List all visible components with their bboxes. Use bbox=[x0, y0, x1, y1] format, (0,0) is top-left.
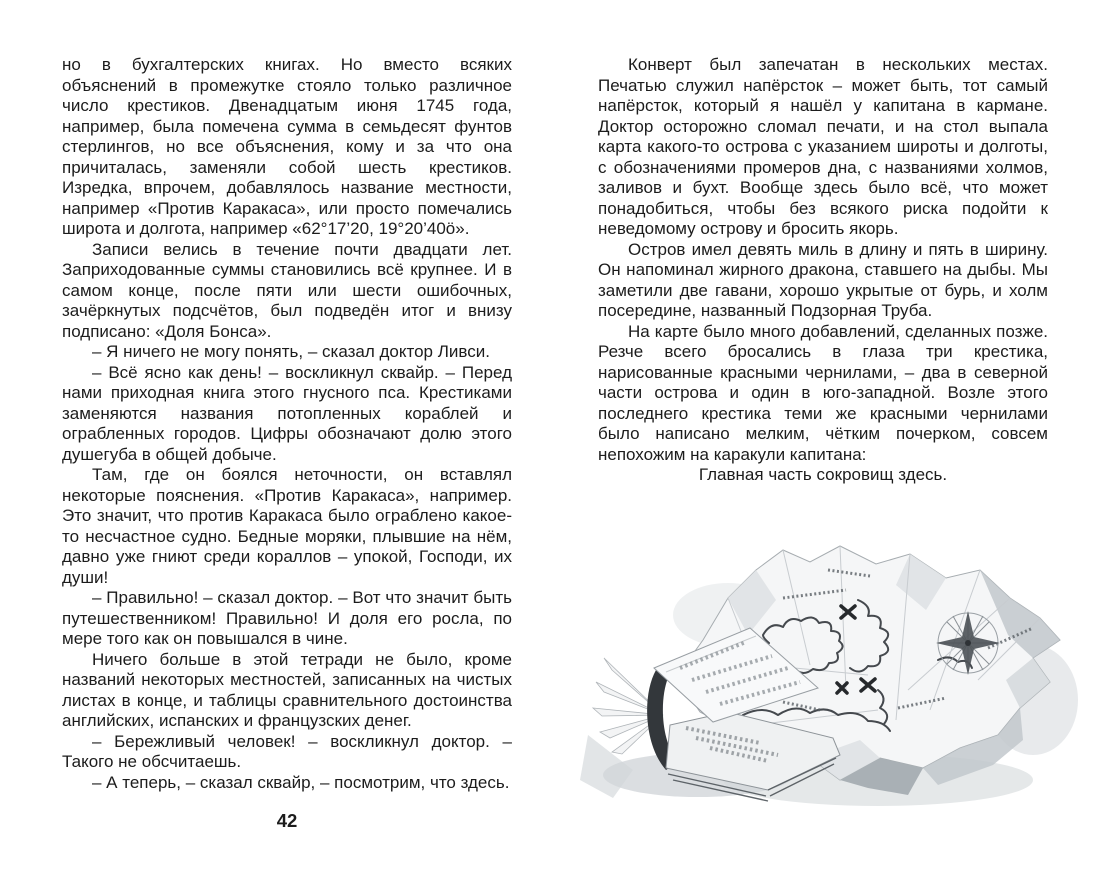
paragraph: – Бережливый человек! – воскликнул доктор. – Такого не обсчитаешь. bbox=[62, 731, 512, 771]
paragraph: – А теперь, – сказал сквайр, – посмотрим, что здесь. bbox=[92, 772, 510, 792]
paragraph: Там, где он боялся неточности, он вставлял некоторые пояснения. «Против Каракаса», например. Это значит, что против Каракаса было ограблено какое-то несчастное судно. Бедные моряки, плывшие на нём, давно уже гниют среди кораллов – упокой, Господи, их души! bbox=[62, 465, 512, 587]
paragraph: Записи велись в течение почти двадцати лет. Заприходованные суммы становились всё крупнее. И в самом конце, после пяти или шести ошибочных, зачёркнутых подсчётов, был подведён итог и внизу подписано: «Доля Бонса». bbox=[62, 239, 512, 341]
paragraph: но в бухгалтерских книгах. Но вместо всяких объяснений в промежутке стояло только различное число крестиков. Двенадцатым июня 1745 года, например, была помечена сумма в семьдесят фунтов стерлингов, но все объяснения, кому и за что она причиталась, заменяли собой шесть крестиков. Изредка, впрочем, добавлялось название местности, например «Против Каракаса», или просто помечались широта и долгота, например «62°17’20, 19°20’40ö». bbox=[62, 55, 512, 238]
paragraph: – Всё ясно как день! – воскликнул сквайр. – Перед нами приходная книга этого гнусного пса. Крестиками заменяются названия потопленных кораблей и ограбленных городов. Цифры обозначают долю этого душегуба в общей добыче. bbox=[62, 362, 512, 464]
paragraph: На карте было много добавлений, сделанных позже. Резче всего бросались в глаза три крестика, нарисованные красными чернилами, – два в северной части острова и один в юго-западной. Возле этого последнего крестика теми же красными чернилами было написано мелким, чётким почерком, совсем непохожим на каракули капитана: bbox=[598, 321, 1048, 464]
left-page-text bbox=[62, 55, 512, 793]
treasure-map-illustration bbox=[578, 540, 1078, 820]
paragraph: – Я ничего не могу понять, – сказал доктор Ливси. bbox=[92, 342, 490, 361]
paragraph: Ничего больше в этой тетради не было, кроме названий некоторых местностей, записанных на чистых листах в конце, и таблицы сравнительного достоинства английских, испанских и французских денег. bbox=[62, 649, 512, 730]
right-page-paragraphs bbox=[598, 55, 1048, 465]
paragraph: Конверт был запечатан в нескольких местах. Печатью служил напёрсток – может быть, тот самый напёрсток, который я нашёл у капитана в кармане. Доктор осторожно сломал печати, и на стол выпала карта какого-то острова с указанием широты и долготы, с обозначениями промеров дна, с названиями холмов, заливов и бухт. Вообще здесь было всё, что может понадобиться, чтобы без всякого риска подойти к неведомому острову и бросить якорь. bbox=[598, 55, 1048, 238]
paragraph: – Правильно! – сказал доктор. – Вот что значит быть путешественником! Правильно! И доля его росла, по мере того как он повышался в чине. bbox=[62, 588, 512, 648]
map-inscription-line: Главная часть сокровищ здесь. bbox=[698, 465, 948, 484]
paragraph: Остров имел девять миль в длину и пять в ширину. Он напоминал жирного дракона, ставшего на дыбы. Мы заметили две гавани, хорошо укрытые от бурь, и холм посередине, названный Подзорная Труба. bbox=[598, 239, 1048, 320]
page-number: 42 bbox=[276, 810, 298, 831]
right-page-text bbox=[598, 55, 1048, 486]
